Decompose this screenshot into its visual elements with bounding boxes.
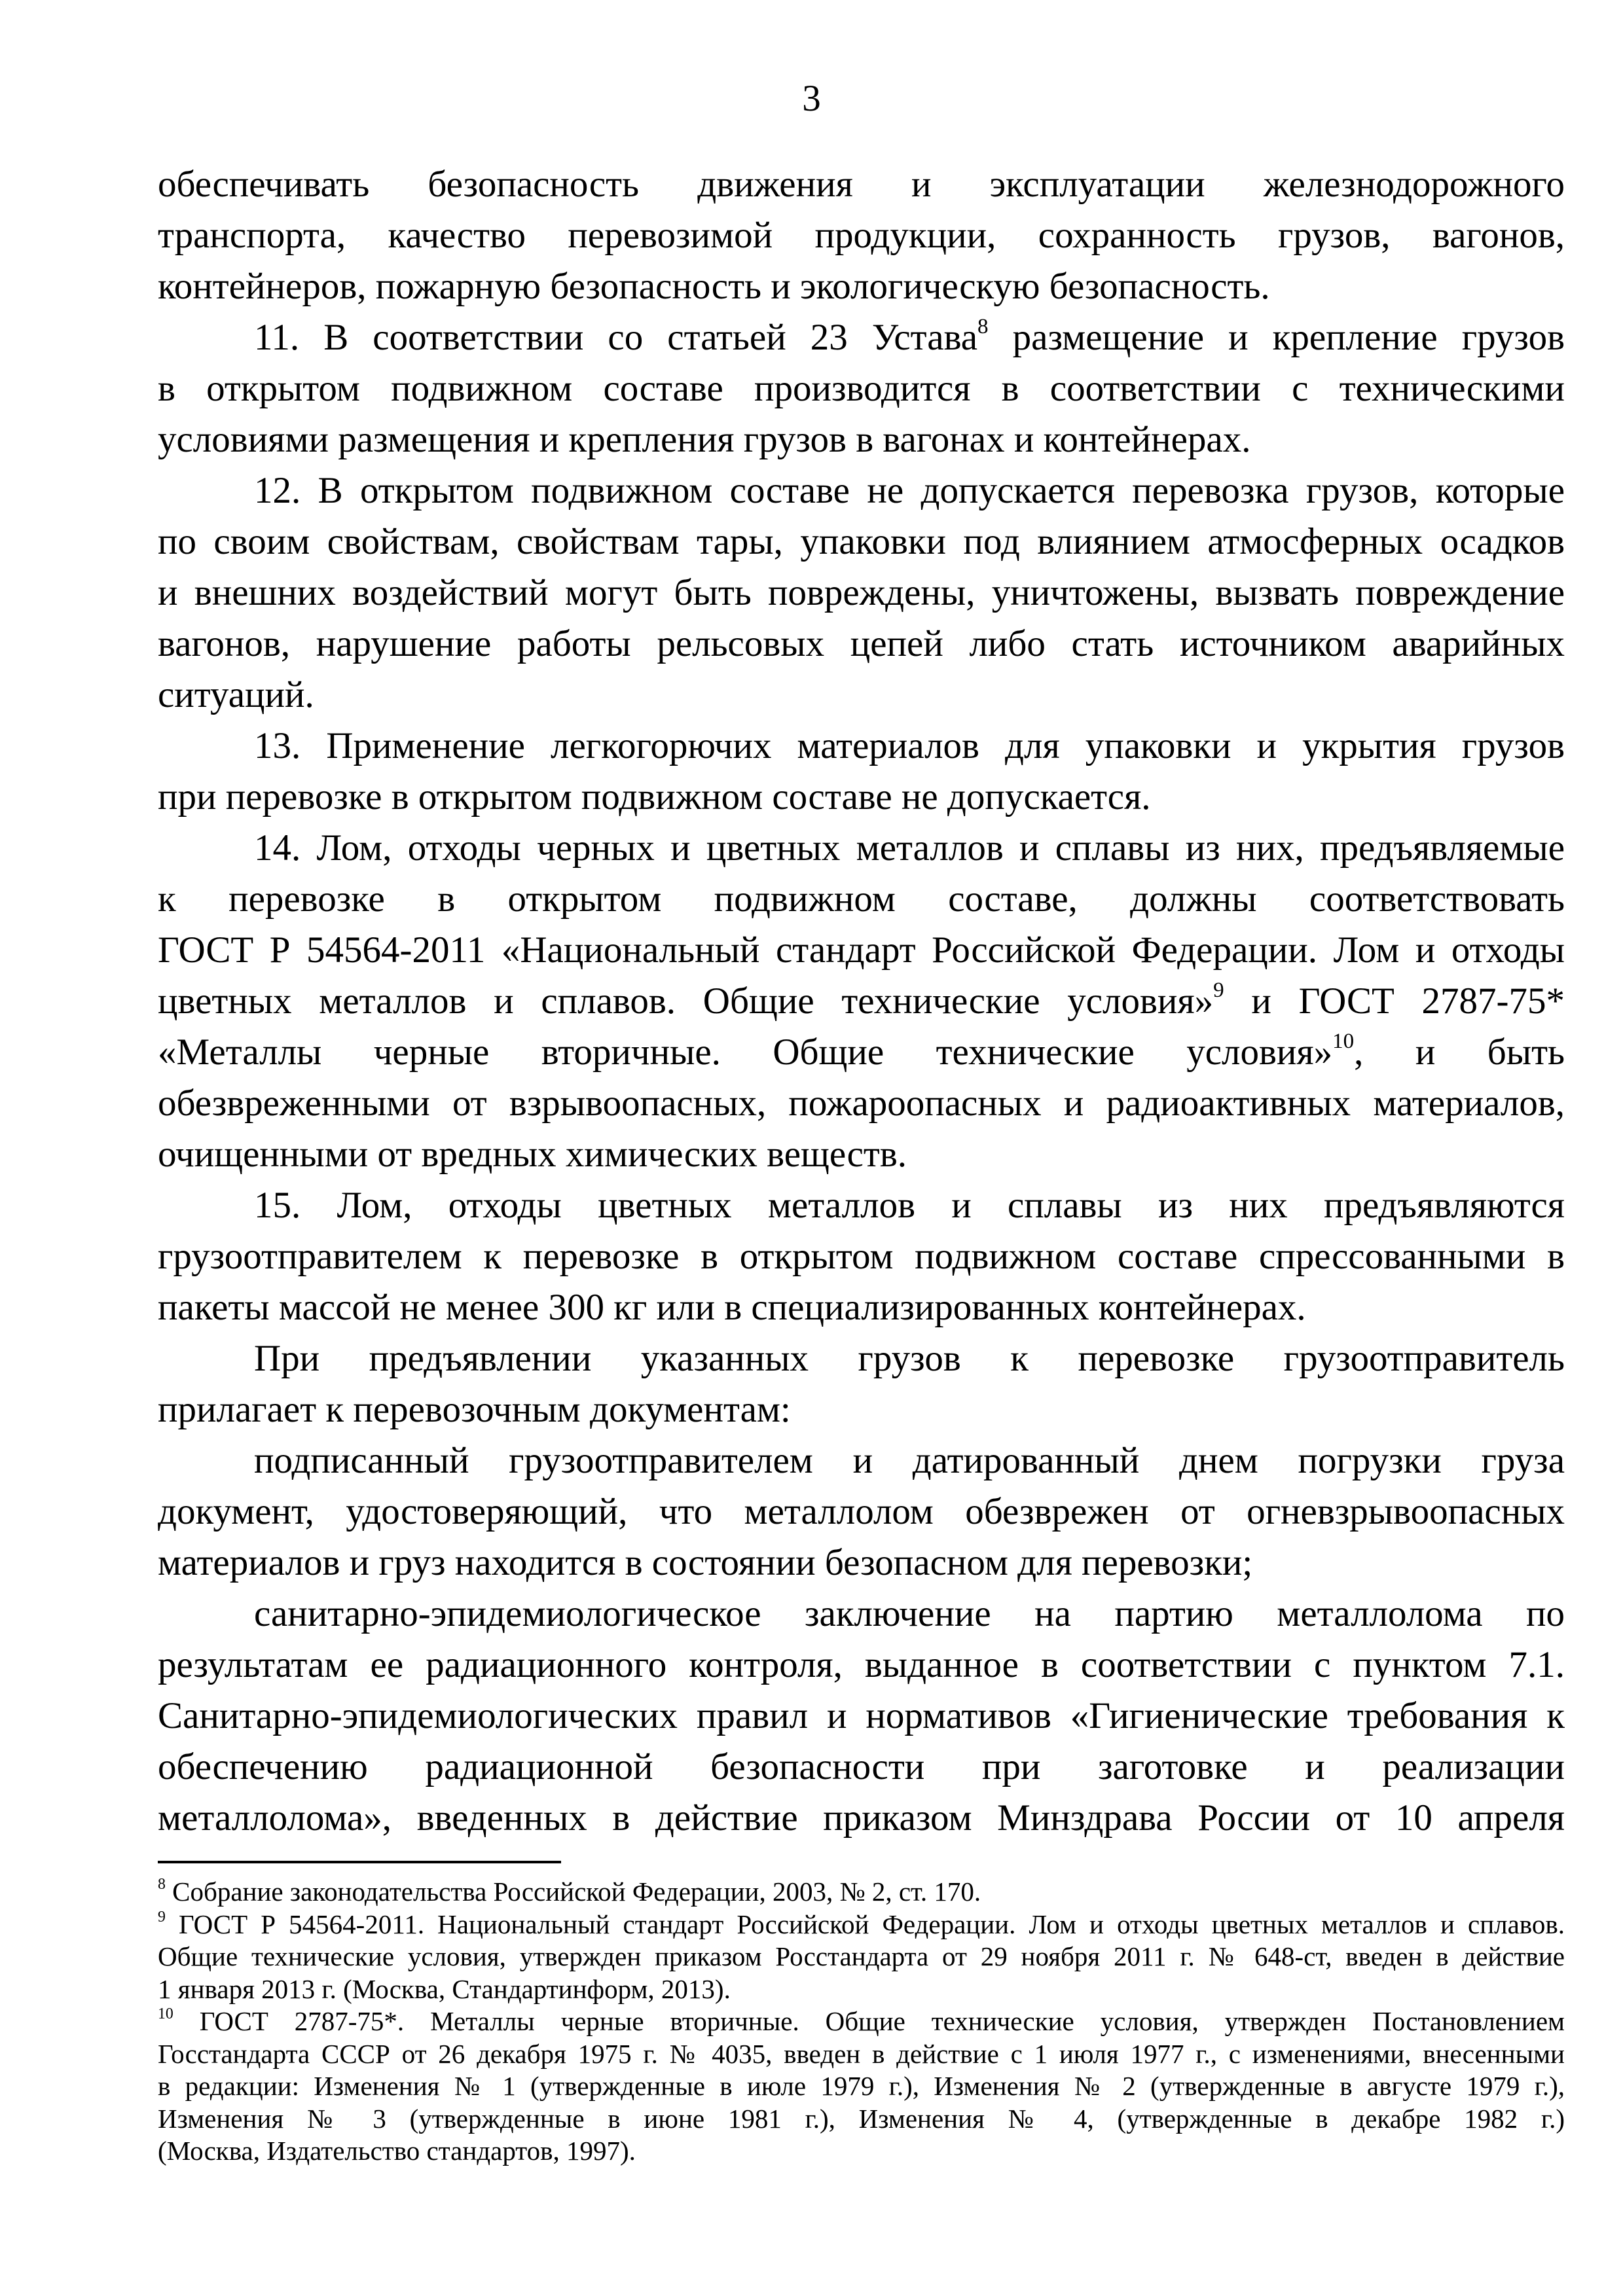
text-segment: условиями размещения и крепления грузов в вагонах и контейнерах. <box>158 419 1251 460</box>
text-line <box>158 1333 1565 1384</box>
text-segment: цветных металлов и сплавов. Общие технические условия» <box>158 980 1214 1022</box>
text-line <box>158 363 1565 414</box>
paragraph <box>158 721 1565 823</box>
text-segment: и внешних воздействий могут быть повреждены, уничтожены, вызвать повреждение <box>158 572 1565 613</box>
footnote-number: 10 <box>158 2005 173 2023</box>
footnote-line <box>158 1876 1565 1909</box>
text-segment: размещение и крепление грузов <box>988 317 1565 358</box>
footnote-text: ГОСТ Р 54564-2011. Национальный стандарт Российской Федерации. Лом и отходы цветных металлов и сплавов. <box>179 1909 1565 1939</box>
footnote-text: Госстандарта СССР от 26 декабря 1975 г. № 4035, введен в действие с 1 июля 1977 г., с изменениями, внесенными <box>158 2038 1565 2069</box>
paragraph <box>158 1588 1565 1844</box>
footnote-text: Изменения № 3 (утвержденные в июне 1981 г.), Изменения № 4, (утвержденные в декабре 1982 г.) <box>158 2103 1565 2134</box>
paragraph <box>158 1435 1565 1588</box>
text-segment: 11. В соответствии со статьей 23 Устава <box>254 317 978 358</box>
footnote-text: Общие технические условия, утвержден приказом Росстандарта от 29 ноября 2011 г. № 648-ст, введен в действие <box>158 1941 1565 1971</box>
text-segment: обеспечивать безопасность движения и эксплуатации железнодорожного <box>158 164 1565 205</box>
text-line <box>158 1486 1565 1537</box>
text-line <box>158 1078 1565 1129</box>
text-segment: При предъявлении указанных грузов к перевозке грузоотправитель <box>254 1338 1565 1379</box>
footnote-text: 1 января 2013 г. (Москва, Стандартинформ, 2013). <box>158 1973 731 2004</box>
text-line <box>158 1691 1565 1742</box>
footnote <box>158 1909 1565 2006</box>
text-line <box>158 1742 1565 1793</box>
paragraph <box>158 159 1565 312</box>
footnote-line <box>158 2005 1565 2038</box>
text-segment: ГОСТ Р 54564-2011 «Национальный стандарт Российской Федерации. Лом и отходы <box>158 929 1565 971</box>
text-line <box>158 721 1565 772</box>
text-line <box>158 1588 1565 1640</box>
footnote-line <box>158 1909 1565 1941</box>
text-line <box>158 823 1565 874</box>
text-segment: металлолома», введенных в действие приказом Минздрава России от 10 апреля <box>158 1797 1565 1839</box>
text-line <box>158 261 1565 312</box>
text-segment: 13. Применение легкогорючих материалов для упаковки и укрытия грузов <box>254 725 1565 766</box>
text-line <box>158 465 1565 516</box>
footnote-reference: 10 <box>1332 1030 1355 1054</box>
text-line <box>158 414 1565 465</box>
text-line <box>158 1537 1565 1588</box>
body-text <box>158 159 1565 1844</box>
footnote-text: Собрание законодательства Российской Федерации, 2003, № 2, ст. 170. <box>172 1876 981 1907</box>
footnote-line <box>158 1973 1565 2006</box>
text-segment: ситуаций. <box>158 674 314 715</box>
text-segment: , и быть <box>1354 1031 1565 1073</box>
text-segment: по своим свойствам, свойствам тары, упаковки под влиянием атмосферных осадков <box>158 521 1565 562</box>
paragraph <box>158 1180 1565 1333</box>
footnote-number: 9 <box>158 1908 166 1926</box>
text-line <box>158 976 1565 1027</box>
text-segment: и ГОСТ 2787-75* <box>1224 980 1565 1022</box>
text-segment: при перевозке в открытом подвижном составе не допускается. <box>158 776 1151 817</box>
footnote-line <box>158 2070 1565 2103</box>
text-line <box>158 670 1565 721</box>
text-segment: грузоотправителем к перевозке в открытом подвижном составе спрессованными в <box>158 1236 1565 1277</box>
text-line <box>158 619 1565 670</box>
text-line <box>158 1435 1565 1486</box>
text-line <box>158 567 1565 619</box>
footnote-text: в редакции: Изменения № 1 (утвержденные в июле 1979 г.), Изменения № 2 (утвержденные в августе 1979 г.), <box>158 2071 1565 2101</box>
text-line <box>158 874 1565 925</box>
paragraph <box>158 465 1565 721</box>
paragraph <box>158 312 1565 465</box>
footnote-text: (Москва, Издательство стандартов, 1997). <box>158 2136 636 2166</box>
text-segment: обезвреженными от взрывоопасных, пожароопасных и радиоактивных материалов, <box>158 1083 1565 1124</box>
text-line <box>158 1282 1565 1333</box>
text-segment: результатам ее радиационного контроля, выданное в соответствии с пунктом 7.1. <box>158 1644 1565 1685</box>
text-line <box>158 210 1565 261</box>
paragraph <box>158 823 1565 1180</box>
text-segment: Санитарно-эпидемиологических правил и нормативов «Гигиенические требования к <box>158 1695 1565 1736</box>
footnote <box>158 1876 1565 1909</box>
text-line <box>158 1231 1565 1282</box>
text-segment: к перевозке в открытом подвижном составе, должны соответствовать <box>158 878 1565 920</box>
footnote-reference: 9 <box>1213 978 1224 1003</box>
text-line <box>158 925 1565 976</box>
text-line <box>158 1129 1565 1180</box>
footnote-line <box>158 2038 1565 2071</box>
text-line <box>158 1640 1565 1691</box>
page-number: 3 <box>802 78 821 119</box>
text-segment: подписанный грузоотправителем и датированный днем погрузки груза <box>254 1440 1565 1481</box>
text-line <box>158 1180 1565 1231</box>
text-segment: «Металлы черные вторичные. Общие технические условия» <box>158 1031 1333 1073</box>
text-segment: очищенными от вредных химических веществ. <box>158 1134 907 1175</box>
text-segment: санитарно-эпидемиологическое заключение на партию металлолома по <box>254 1593 1565 1634</box>
text-segment: прилагает к перевозочным документам: <box>158 1389 791 1430</box>
footnote-line <box>158 1941 1565 1973</box>
text-line <box>158 772 1565 823</box>
footnote-line <box>158 2103 1565 2136</box>
text-line <box>158 312 1565 363</box>
text-segment: пакеты массой не менее 300 кг или в специализированных контейнерах. <box>158 1287 1306 1328</box>
text-segment: обеспечению радиационной безопасности при заготовке и реализации <box>158 1746 1565 1787</box>
footnote <box>158 2005 1565 2168</box>
footnote-line <box>158 2135 1565 2168</box>
paragraph <box>158 1333 1565 1435</box>
text-segment: материалов и груз находится в состоянии безопасном для перевозки; <box>158 1542 1253 1583</box>
text-segment: в открытом подвижном составе производится в соответствии с техническими <box>158 368 1565 409</box>
footnote-separator <box>158 1861 561 1863</box>
footnote-number: 8 <box>158 1876 166 1893</box>
text-line <box>158 1793 1565 1844</box>
text-line <box>158 1384 1565 1435</box>
text-segment: 12. В открытом подвижном составе не допускается перевозка грузов, которые <box>254 470 1565 511</box>
text-segment: транспорта, качество перевозимой продукции, сохранность грузов, вагонов, <box>158 215 1565 256</box>
text-segment: контейнеров, пожарную безопасность и экологическую безопасность. <box>158 266 1270 307</box>
text-line <box>158 516 1565 567</box>
footnotes <box>158 1876 1565 2168</box>
text-segment: 15. Лом, отходы цветных металлов и сплавы из них предъявляются <box>254 1185 1565 1226</box>
text-line <box>158 1027 1565 1078</box>
footnote-text: ГОСТ 2787-75*. Металлы черные вторичные. Общие технические условия, утвержден Постановлением <box>199 2006 1565 2036</box>
text-segment: документ, удостоверяющий, что металлолом обезврежен от огневзрывоопасных <box>158 1491 1565 1532</box>
footnote-reference: 8 <box>977 315 989 339</box>
text-segment: 14. Лом, отходы черных и цветных металлов и сплавы из них, предъявляемые <box>254 827 1565 869</box>
text-segment: вагонов, нарушение работы рельсовых цепей либо стать источником аварийных <box>158 623 1565 664</box>
text-line <box>158 159 1565 210</box>
